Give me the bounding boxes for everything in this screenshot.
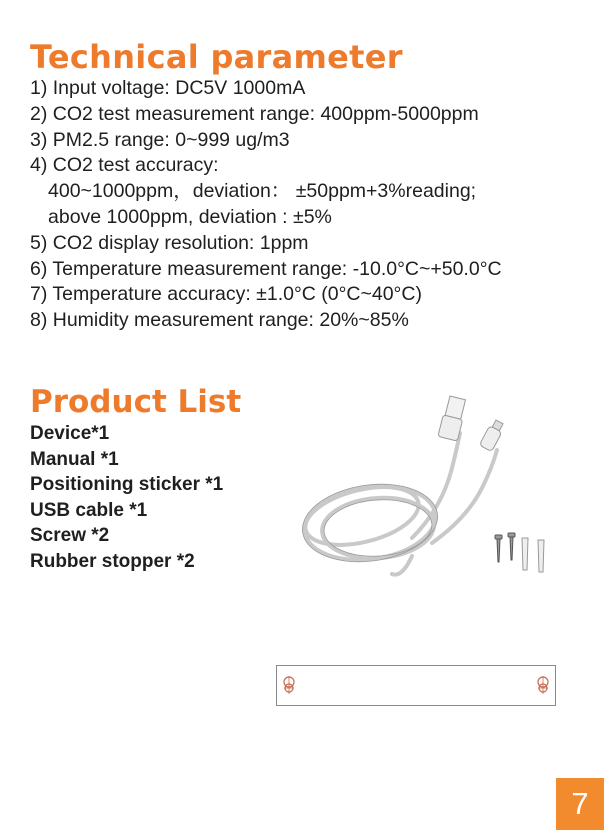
mounting-hole-icon bbox=[535, 674, 551, 698]
list-item: Screw *2 bbox=[30, 525, 110, 547]
param-line: above 1000ppm, deviation : ±5% bbox=[48, 205, 332, 228]
param-line: 1) Input voltage: DC5V 1000mA bbox=[30, 77, 306, 99]
list-item: Manual *1 bbox=[30, 448, 119, 470]
product-list-heading: Product List bbox=[30, 384, 242, 420]
param-line: 8) Humidity measurement range: 20%~85% bbox=[30, 309, 409, 332]
list-item: Device*1 bbox=[30, 423, 110, 444]
param-line: 6) Temperature measurement range: -10.0°C~+50.0°C bbox=[30, 257, 502, 280]
param-line: 2) CO2 test measurement range: 400ppm-5000ppm bbox=[30, 102, 479, 125]
param-line: 400~1000ppm，deviation： ±50ppm+3%reading; bbox=[48, 180, 477, 203]
product-list bbox=[30, 421, 223, 575]
rubber-stopper-icon bbox=[522, 538, 544, 572]
positioning-sticker bbox=[276, 665, 556, 706]
param-line: 7) Temperature accuracy: ±1.0°C (0°C~40°C) bbox=[30, 283, 422, 306]
param-line: 4) CO2 test accuracy: bbox=[30, 154, 219, 177]
page-number: 7 bbox=[556, 778, 604, 830]
screw-icon bbox=[490, 530, 560, 580]
list-item: Rubber stopper *2 bbox=[30, 550, 195, 572]
technical-parameter-heading: Technical parameter bbox=[30, 38, 403, 76]
list-item: Positioning sticker *1 bbox=[30, 474, 224, 496]
mounting-hole-icon bbox=[281, 674, 297, 698]
list-item: USB cable *1 bbox=[30, 499, 148, 521]
param-line: 5) CO2 display resolution: 1ppm bbox=[30, 231, 309, 254]
param-line: 3) PM2.5 range: 0~999 ug/m3 bbox=[30, 128, 290, 151]
technical-parameter-list bbox=[30, 76, 590, 334]
